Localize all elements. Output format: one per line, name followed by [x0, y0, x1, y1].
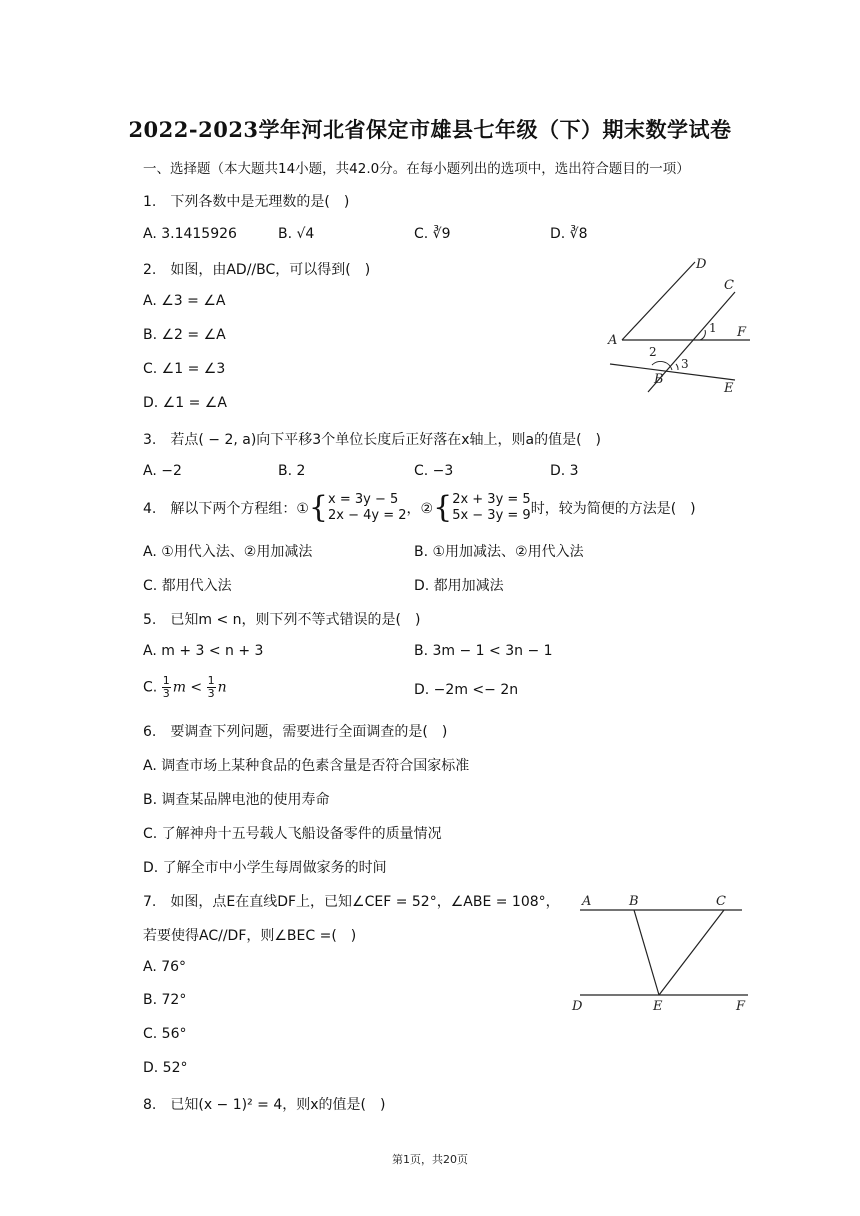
label-angle-1: 1 [709, 321, 717, 335]
q4-option-d: D. 都用加减法 [414, 578, 504, 594]
q3-option-c: C. −3 [414, 463, 454, 479]
label-a: A [608, 333, 618, 348]
q3-option-b: B. 2 [278, 463, 306, 479]
section-heading: 一、选择题（本大题共14小题，共42.0分。在每小题列出的选项中，选出符合题目的一项） [143, 161, 690, 177]
q5-stem: 5. 已知m < n，则下列不等式错误的是( ) [143, 612, 421, 628]
q5-c-mid: m < [172, 679, 203, 696]
q2-stem: 2. 如图，由AD//BC，可以得到( ) [143, 262, 371, 278]
label-f: F [736, 999, 746, 1014]
q6-option-c: C. 了解神舟十五号载人飞船设备零件的质量情况 [143, 826, 442, 842]
q4-stem [143, 492, 696, 524]
fraction-numerator: 1 [162, 674, 170, 687]
line-be [610, 364, 735, 380]
q7-figure [566, 888, 756, 1018]
q1-option-c: C. ∛9 [414, 226, 451, 242]
label-d: D [572, 999, 583, 1014]
label-d: D [696, 257, 707, 272]
fraction-denominator: 3 [207, 687, 215, 700]
q7-option-d: D. 52° [143, 1060, 188, 1076]
line-ad [622, 262, 695, 340]
q4-brace-2: { [433, 490, 453, 525]
q6-option-b: B. 调查某品牌电池的使用寿命 [143, 792, 330, 808]
q5-option-c [143, 675, 227, 700]
q3-option-a: A. −2 [143, 463, 182, 479]
q4-option-a: A. ①用代入法、②用加减法 [143, 544, 313, 560]
q5-option-a: A. m + 3 < n + 3 [143, 643, 264, 659]
q1-option-a: A. 3.1415926 [143, 226, 237, 242]
q6-option-a: A. 调查市场上某种食品的色素含量是否符合国家标准 [143, 758, 470, 774]
q5-option-d: D. −2m <− 2n [414, 682, 519, 698]
q4-stem-pre: 4. 解以下两个方程组：① [143, 501, 309, 517]
label-f: F [737, 325, 747, 340]
q8-stem: 8. 已知(x − 1)² = 4，则x的值是( ) [143, 1097, 386, 1113]
q7-option-c: C. 56° [143, 1026, 187, 1042]
page-footer: 第1页，共20页 [392, 1153, 468, 1166]
q6-option-d: D. 了解全市中小学生每周做家务的时间 [143, 860, 387, 876]
q6-stem: 6. 要调查下列问题，需要进行全面调查的是( ) [143, 724, 448, 740]
q2-option-a: A. ∠3 = ∠A [143, 293, 226, 309]
q5-c-fraction-1 [162, 675, 171, 700]
q2-option-b: B. ∠2 = ∠A [143, 327, 226, 343]
angle-3-arc [676, 364, 678, 370]
q4-option-b: B. ①用加减法、②用代入法 [414, 544, 584, 560]
q2-option-c: C. ∠1 = ∠3 [143, 361, 226, 377]
q4-option-c: C. 都用代入法 [143, 578, 232, 594]
q4-system-1-eq1: x = 3y − 5 [328, 492, 399, 507]
fraction-denominator: 3 [162, 687, 170, 700]
q7-stem-line1: 7. 如图，点E在直线DF上，已知∠CEF = 52°，∠ABE = 108°， [143, 894, 560, 910]
line-ce [659, 910, 724, 995]
q1-stem: 1. 下列各数中是无理数的是( ) [143, 194, 350, 210]
q7-option-b: B. 72° [143, 992, 187, 1008]
q4-system-2-eq1: 2x + 3y = 5 [452, 492, 531, 507]
exam-title: 2022-2023学年河北省保定市雄县七年级（下）期末数学试卷 [128, 117, 732, 142]
label-angle-3: 3 [681, 357, 689, 371]
q5-c-label: C. [143, 679, 158, 696]
q5-c-fraction-2 [207, 675, 216, 700]
q5-option-b: B. 3m − 1 < 3n − 1 [414, 643, 553, 659]
q7-option-a: A. 76° [143, 959, 187, 975]
label-b: B [654, 372, 664, 387]
q4-brace-1: { [308, 490, 329, 525]
q5-c-post: n [217, 679, 227, 696]
q4-system-1 [328, 492, 407, 524]
q4-stem-post: 时，较为简便的方法是( ) [530, 501, 696, 517]
q1-option-d: D. ∛8 [550, 226, 588, 242]
label-c: C [724, 278, 734, 293]
label-e: E [724, 381, 734, 396]
label-e: E [653, 999, 663, 1014]
q4-stem-mid: ，② [406, 501, 434, 517]
fraction-numerator: 1 [207, 674, 215, 687]
q3-option-d: D. 3 [550, 463, 579, 479]
q4-system-1-eq2: 2x − 4y = 2 [328, 508, 407, 523]
label-c: C [716, 894, 726, 909]
label-b: B [629, 894, 639, 909]
q2-figure [600, 252, 760, 398]
q7-stem-line2: 若要使得AC//DF，则∠BEC =( ) [143, 928, 357, 944]
q1-option-b: B. √4 [278, 226, 315, 242]
q3-stem: 3. 若点( − 2, a)向下平移3个单位长度后正好落在x轴上，则a的值是( ) [143, 432, 601, 448]
label-angle-2: 2 [649, 345, 657, 359]
q4-system-2 [452, 492, 531, 524]
line-be [634, 910, 659, 995]
q2-option-d: D. ∠1 = ∠A [143, 395, 227, 411]
label-a: A [582, 894, 592, 909]
q4-system-2-eq2: 5x − 3y = 9 [452, 508, 531, 523]
